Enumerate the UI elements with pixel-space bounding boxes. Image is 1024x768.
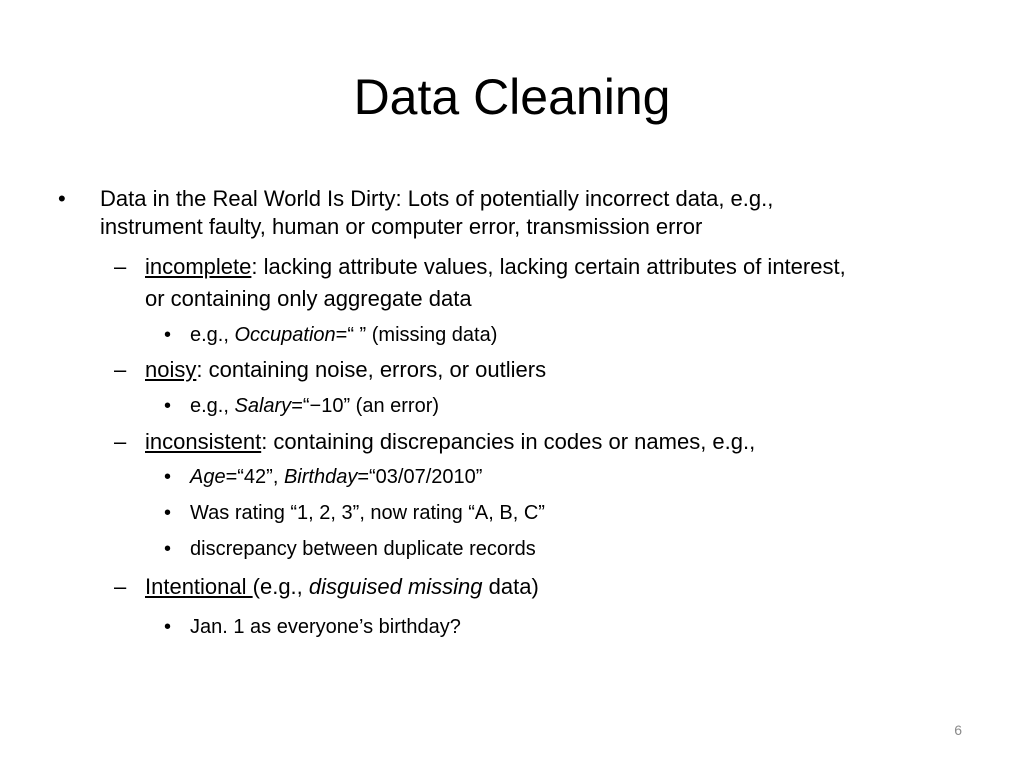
- dot-marker: •: [164, 466, 172, 488]
- dot-marker: •: [164, 324, 172, 346]
- incomplete-desc: : lacking attribute values, lacking certain attributes of interest,: [251, 254, 846, 279]
- dot-marker: •: [164, 395, 172, 417]
- example-inconsistent-1: [190, 462, 482, 492]
- intentional-desc: (e.g.,: [252, 574, 309, 599]
- dot-marker: •: [164, 502, 172, 524]
- sub-bullet-incomplete: [145, 252, 846, 282]
- dash-marker: –: [114, 429, 127, 454]
- bullet-line: instrument faulty, human or computer error, transmission error: [100, 214, 703, 239]
- term-inconsistent: inconsistent: [145, 429, 262, 454]
- example-value: =“03/07/2010”: [357, 466, 483, 488]
- dash-marker: –: [114, 357, 127, 382]
- example-attribute: Age: [190, 466, 226, 488]
- term-intentional: Intentional: [145, 574, 253, 599]
- term-incomplete: incomplete: [145, 254, 252, 279]
- example-attribute: Salary: [234, 395, 292, 417]
- incomplete-desc-line2: or containing only aggregate data: [145, 286, 472, 311]
- example-incomplete: [190, 320, 497, 350]
- example-value: =“−10” (an error): [291, 395, 440, 417]
- example-prefix: e.g.,: [190, 395, 235, 417]
- bullet-line: Data in the Real World Is Dirty: Lots of potentially incorrect data, e.g.,: [100, 186, 774, 211]
- sub-bullet-inconsistent: [145, 427, 755, 457]
- bullet-marker: •: [58, 186, 66, 211]
- example-intentional: Jan. 1 as everyone’s birthday?: [190, 616, 461, 638]
- dot-marker: •: [164, 616, 172, 638]
- dot-marker: •: [164, 538, 172, 560]
- example-attribute: Birthday: [283, 466, 358, 488]
- sub-bullet-intentional: [145, 572, 539, 602]
- example-inconsistent-3: discrepancy between duplicate records: [190, 538, 536, 560]
- example-inconsistent-2: Was rating “1, 2, 3”, now rating “A, B, C”: [190, 502, 545, 524]
- sub-bullet-noisy: [145, 355, 546, 385]
- inconsistent-desc: : containing discrepancies in codes or names, e.g.,: [261, 429, 756, 454]
- page-number: 6: [954, 722, 962, 738]
- dash-marker: –: [114, 574, 127, 599]
- intentional-italic: disguised missing: [308, 574, 483, 599]
- dash-marker: –: [114, 254, 127, 279]
- example-attribute: Occupation: [234, 324, 336, 346]
- intentional-desc: data): [482, 574, 539, 599]
- term-noisy: noisy: [145, 357, 197, 382]
- example-prefix: e.g.,: [190, 324, 235, 346]
- example-value: =“ ” (missing data): [335, 324, 498, 346]
- noisy-desc: : containing noise, errors, or outliers: [196, 357, 547, 382]
- example-value: =“42”,: [225, 466, 284, 488]
- slide-title: Data Cleaning: [353, 69, 671, 125]
- example-noisy: [190, 391, 439, 421]
